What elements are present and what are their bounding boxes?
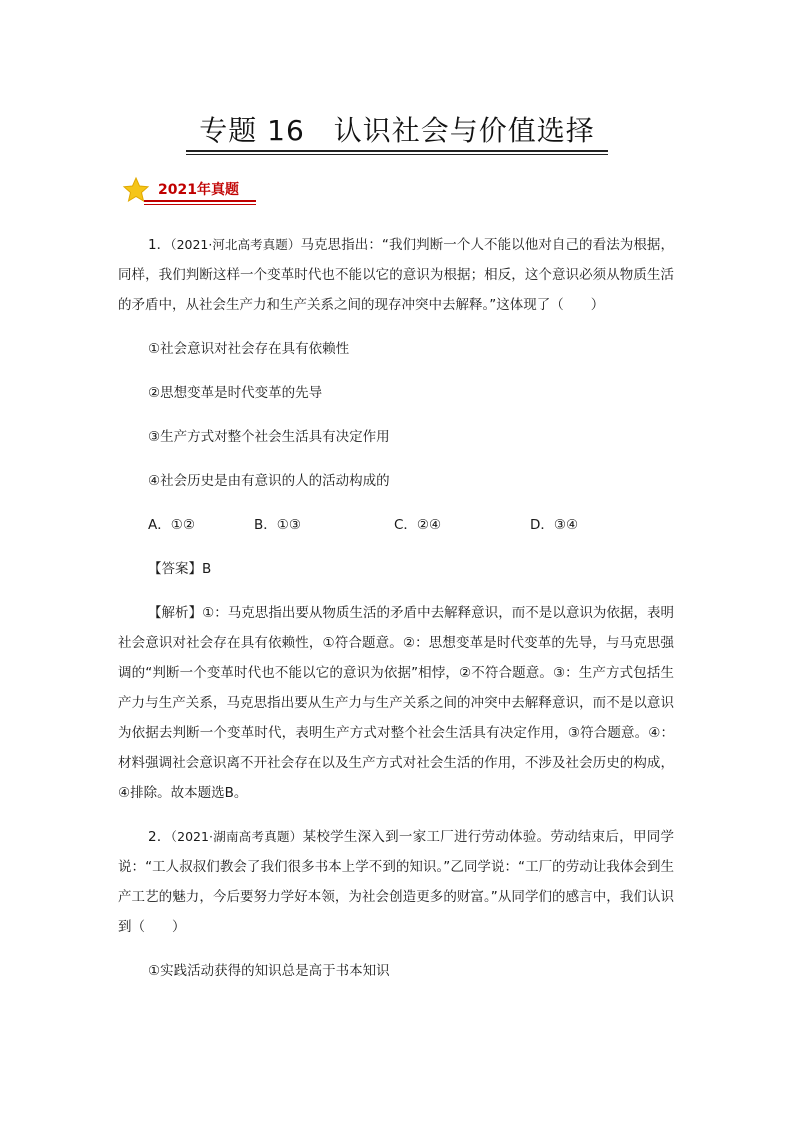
section-heading (122, 176, 258, 206)
content (118, 230, 674, 1000)
title-underline-thin (186, 154, 608, 155)
option-4: ④社会历史是由有意识的人的活动构成的 (148, 473, 390, 489)
question-1-stem (118, 230, 674, 320)
choice-c: C．②④ (394, 517, 442, 533)
option-3: ③生产方式对整个社会生活具有决定作用 (148, 429, 390, 445)
section-label: 2021年真题 (158, 182, 239, 198)
question-source: （2021·河北高考真题） (170, 237, 301, 252)
q2-option-1: ①实践活动获得的知识总是高于书本知识 (148, 963, 390, 979)
answer-line (118, 554, 674, 584)
section-underline-thin (144, 204, 256, 205)
choice-d: D．③④ (530, 517, 579, 533)
question-2-stem (118, 822, 674, 942)
title-underline (186, 150, 608, 152)
option-2: ②思想变革是时代变革的先导 (148, 385, 323, 401)
answer-value: B (202, 561, 212, 577)
question-source: （2021·湖南高考真题） (170, 829, 303, 844)
analysis-label: 【解析】 (148, 605, 203, 621)
choice-b: B．①③ (254, 517, 301, 533)
title-block (186, 112, 608, 155)
choice-a: A．①② (148, 517, 195, 533)
option-1: ①社会意识对社会存在具有依赖性 (148, 341, 350, 357)
analysis-text: ①：马克思指出要从物质生活的矛盾中去解释意识，而不是以意识为依据，表明社会意识对社会存在具有依赖性，①符合题意。②：思想变革是时代变革的先导，与马克思强调的“判断一个变革时代也不能以它的意识为依据”相悖，②不符合题意。③：生产方式包括生产力与生产关系，马克思指出要从生产力与生产关系之间的冲突中去解释意识，而不是以意识为依据去判断一个变革时代，表明生产方式对整个社会生活具有决定作用，③符合题意。④：材料强调社会意识离不开社会存在以及生产方式对社会生活的作用，不涉及社会历史的构成，④排除。故本题选B。 (118, 605, 674, 801)
page-title: 专题 16 认识社会与价值选择 (199, 114, 595, 147)
answer-label: 【答案】 (148, 561, 202, 577)
question-number: 1． (148, 237, 171, 253)
question-number: 2． (148, 829, 171, 845)
section-underline (144, 200, 256, 202)
analysis-paragraph (118, 598, 674, 808)
question-text: 马克思指出：“我们判断一个人不能以他对自己的看法为根据，同样，我们判断这样一个变革时代也不能以它的意识为根据；相反，这个意识必须从物质生活的矛盾中，从社会生产力和生产关系之间的现存冲突中去解释。”这体现了（ ） (118, 237, 674, 313)
answer-choices (118, 510, 674, 540)
question-text: 某校学生深入到一家工厂进行劳动体验。劳动结束后，甲同学说：“工人叔叔们教会了我们很多书本上学不到的知识。”乙同学说：“工厂的劳动让我体会到生产工艺的魅力，今后要努力学好本领，为社会创造更多的财富。”从同学们的感言中，我们认识到（ ） (118, 829, 674, 935)
